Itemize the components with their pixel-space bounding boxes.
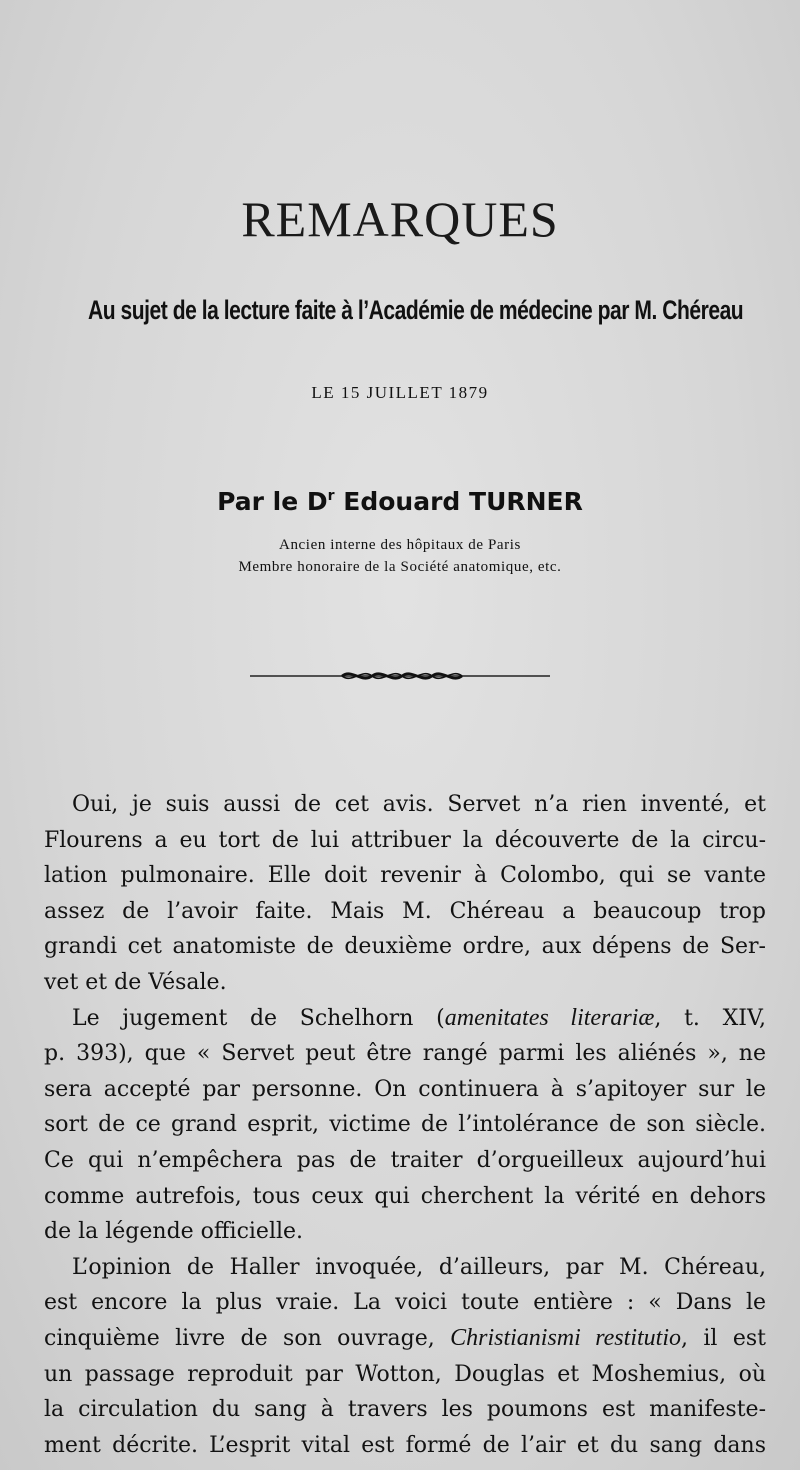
text-line: sera accepté par personne. On continuera à s’apitoyer sur le bbox=[44, 1076, 766, 1102]
italic-title: amenitates literariæ bbox=[444, 1004, 655, 1031]
text-line: un passage reproduit par Wotton, Douglas et Moshemius, où bbox=[44, 1361, 766, 1387]
author-credential-1: Ancien interne des hôpitaux de Paris bbox=[279, 537, 521, 553]
author-credential-2: Membre honoraire de la Société anatomique, etc. bbox=[238, 559, 562, 575]
text-line bbox=[44, 1001, 766, 1037]
text-line: comme autrefois, tous ceux qui cherchent la vérité en dehors bbox=[44, 1183, 766, 1209]
italic-title: Christianismi restitutio bbox=[450, 1324, 681, 1351]
text-line: de la légende officielle. bbox=[44, 1219, 304, 1245]
text-line: Ce qui n’empêchera pas de traiter d’orgueilleux aujourd’hui bbox=[44, 1147, 766, 1173]
text-line: p. 393), que « Servet peut être rangé parmi les aliénés », ne bbox=[44, 1041, 766, 1067]
body-text bbox=[44, 787, 766, 1463]
text-line bbox=[44, 1321, 766, 1357]
text-line: sort de ce grand esprit, victime de l’intolérance de son siècle. bbox=[44, 1112, 766, 1138]
lecture-date: LE 15 JUILLET 1879 bbox=[311, 383, 489, 402]
ornament-divider bbox=[250, 664, 550, 688]
text-fragment: , il est bbox=[681, 1325, 767, 1351]
text-line: assez de l’avoir faite. Mais M. Chéreau a beaucoup trop bbox=[44, 898, 766, 924]
author-line bbox=[0, 487, 800, 516]
author-name: Edouard TURNER bbox=[334, 487, 583, 516]
text-line: grandi cet anatomiste de deuxième ordre, aux dépens de Ser- bbox=[44, 934, 766, 960]
text-line: est encore la plus vraie. La voici toute entière : « Dans le bbox=[44, 1290, 766, 1316]
page-title: REMARQUES bbox=[241, 191, 559, 247]
text-fragment: cinquième livre de son ouvrage, bbox=[44, 1325, 451, 1351]
text-line: la circulation du sang à travers les poumons est manifeste- bbox=[44, 1397, 766, 1423]
author-prefix: Par le D bbox=[217, 487, 328, 516]
text-fragment: , t. XIV, bbox=[654, 1005, 766, 1031]
text-line: lation pulmonaire. Elle doit revenir à Colombo, qui se vante bbox=[44, 863, 766, 889]
text-line: Flourens a eu tort de lui attribuer la découverte de la circu- bbox=[44, 827, 766, 853]
text-line: ment décrite. L’esprit vital est formé de l’air et du sang dans bbox=[44, 1432, 766, 1458]
author-title-sup: r bbox=[327, 488, 335, 504]
text-line: vet et de Vésale. bbox=[44, 969, 227, 995]
text-line: Oui, je suis aussi de cet avis. Servet n’a rien inventé, et bbox=[72, 792, 766, 817]
text-fragment: Le jugement de Schelhorn ( bbox=[72, 1005, 445, 1031]
page-subtitle: Au sujet de la lecture faite à l’Académie de médecine par M. Chéreau bbox=[88, 295, 744, 325]
text-line: L’opinion de Haller invoquée, d’ailleurs, par M. Chéreau, bbox=[72, 1254, 766, 1280]
